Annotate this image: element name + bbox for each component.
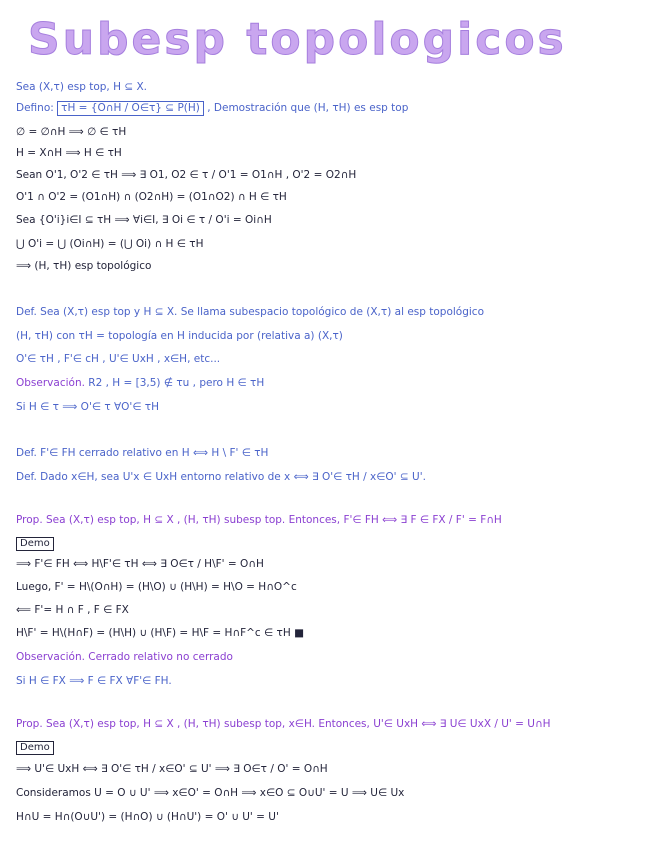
proposition-neighborhood: Prop. Sea (X,τ) esp top, H ⊆ X , (H, τH) subesp top, x∈H. Entonces, U'∈ UxH ⟺ ∃ U∈ UxX / U' = U∩H: [16, 718, 551, 730]
proof-line: Sea {O'i}i∈I ⊆ τH ⟹ ∀i∈I, ∃ Oi ∈ τ / O'i = Oi∩H: [16, 214, 272, 226]
definition-label: Defino:: [16, 102, 54, 114]
definition-box: τH = {O∩H / O∈τ} ⊆ P(H): [57, 101, 204, 116]
proof-line: Consideramos U = O ∪ U' ⟹ x∈O' = O∩H ⟹ x∈O ⊆ O∪U' = U ⟹ U∈ Ux: [16, 787, 405, 799]
subspace-definition: Def. Sea (X,τ) esp top y H ⊆ X. Se llama subespacio topológico de (X,τ) al esp topológico: [16, 306, 485, 318]
demo-box: Demo: [16, 741, 54, 755]
observation-line: [16, 650, 233, 664]
proof-line: H\F' = H\(H∩F) = (H\H) ∪ (H\F) = H\F = H∩F^c ∈ τH ■: [16, 627, 305, 639]
conclusion-line: ⟹ (H, τH) esp topológico: [16, 260, 152, 272]
definition-rest: , Demostración que (H, τH) es esp top: [207, 102, 409, 114]
proof-line: ⟹ F'∈ FH ⟺ H\F'∈ τH ⟺ ∃ O∈τ / H\F' = O∩H: [16, 558, 264, 570]
open-subspace-line: Si H ∈ τ ⟹ O'∈ τ ∀O'∈ τH: [16, 401, 160, 413]
proof-line: H = X∩H ⟹ H ∈ τH: [16, 147, 122, 159]
demo-label-wrap: [16, 740, 54, 755]
observation-label: Observación.: [16, 651, 85, 663]
proof-line: Sean O'1, O'2 ∈ τH ⟹ ∃ O1, O2 ∈ τ / O'1 = O1∩H , O'2 = O2∩H: [16, 169, 357, 181]
intro-line: Sea (X,τ) esp top, H ⊆ X.: [16, 81, 147, 93]
proof-line: H∩U = H∩(O∪U') = (H∩O) ∪ (H∩U') = O' ∪ U' = U': [16, 811, 279, 823]
neighborhood-definition: Def. Dado x∈H, sea U'x ∈ UxH entorno relativo de x ⟺ ∃ O'∈ τH / x∈O' ⊆ U'.: [16, 471, 426, 483]
observation-line: [16, 376, 264, 390]
demo-box: Demo: [16, 537, 54, 551]
proposition-closed: Prop. Sea (X,τ) esp top, H ⊆ X , (H, τH) subesp top. Entonces, F'∈ FH ⟺ ∃ F ∈ FX / F' = F∩H: [16, 514, 502, 526]
proof-line: ∅ = ∅∩H ⟹ ∅ ∈ τH: [16, 126, 127, 138]
observation-label: Observación.: [16, 377, 85, 389]
closed-subspace-line: Si H ∈ FX ⟹ F ∈ FX ∀F'∈ FH.: [16, 675, 172, 687]
demo-label-wrap: [16, 536, 54, 551]
proof-line: Luego, F' = H\(O∩H) = (H\O) ∪ (H\H) = H\O = H∩O^c: [16, 581, 297, 593]
proof-line: ⟹ U'∈ UxH ⟺ ∃ O'∈ τH / x∈O' ⊆ U' ⟹ ∃ O∈τ / O' = O∩H: [16, 763, 328, 775]
closed-relative-definition: Def. F'∈ FH cerrado relativo en H ⟺ H \ F' ∈ τH: [16, 447, 269, 459]
notation-line: O'∈ τH , F'∈ cH , U'∈ UxH , x∈H, etc...: [16, 353, 221, 365]
proof-line: O'1 ∩ O'2 = (O1∩H) ∩ (O2∩H) = (O1∩O2) ∩ H ∈ τH: [16, 191, 287, 203]
proof-line: ⋃ O'i = ⋃ (Oi∩H) = (⋃ Oi) ∩ H ∈ τH: [16, 238, 204, 250]
induced-topology-line: (H, τH) con τH = topología en H inducida por (relativa a) (X,τ): [16, 330, 343, 342]
observation-text: Cerrado relativo no cerrado: [88, 651, 233, 663]
observation-text: R2 , H = [3,5) ∉ τu , pero H ∈ τH: [88, 377, 265, 389]
proof-line: ⟸ F'= H ∩ F , F ∈ FX: [16, 604, 129, 616]
page-title: Subesp topologicos: [28, 14, 567, 65]
definition-line: [16, 101, 408, 116]
